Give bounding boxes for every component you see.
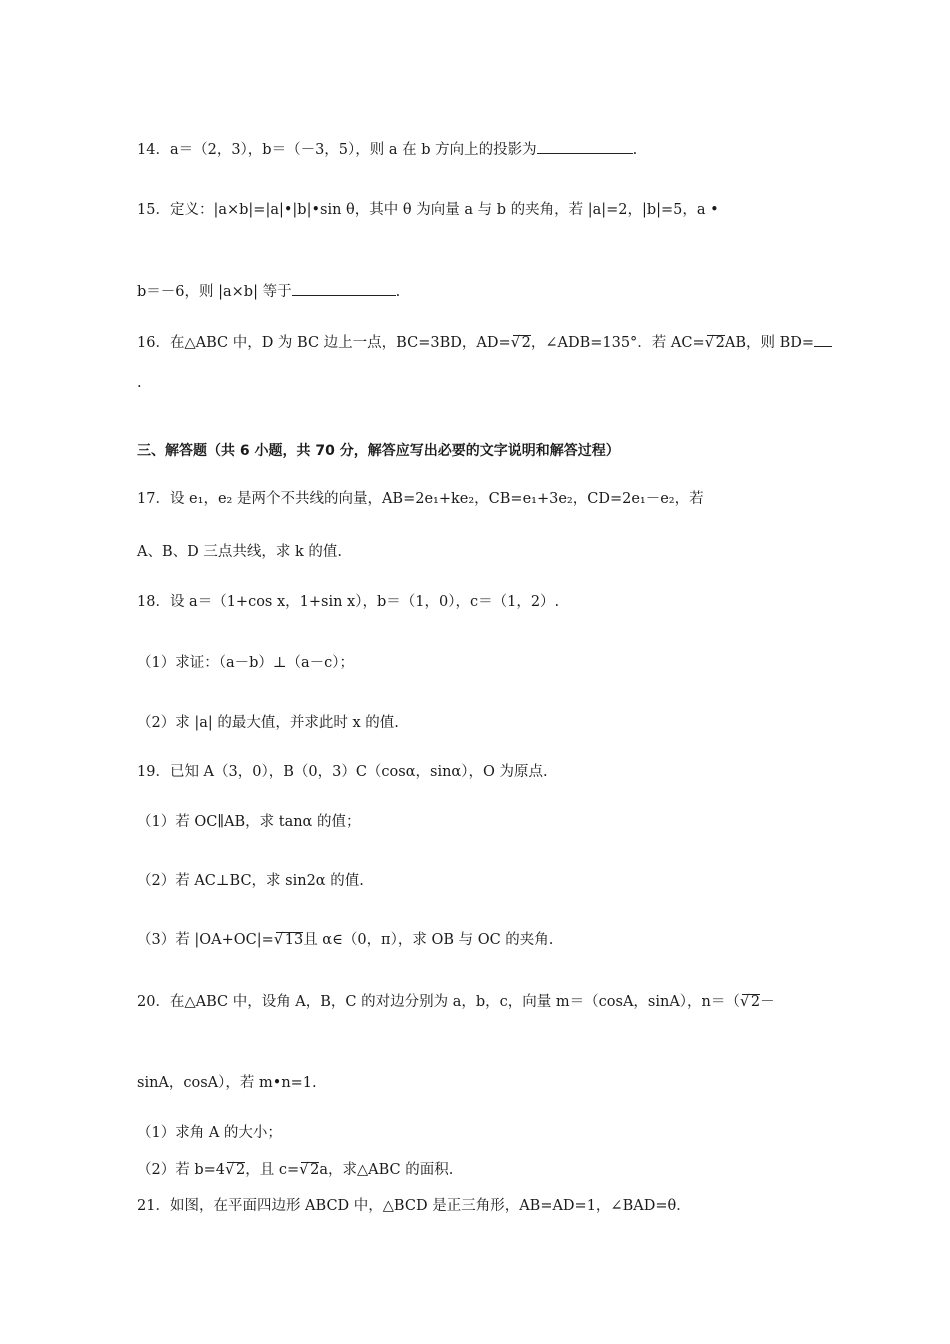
question-19-part2: （2）若 AC⊥BC，求 sin2α 的值. — [137, 873, 364, 889]
sqrt-2: √ 2 — [227, 1162, 245, 1179]
question-16: 16．在△ABC 中，D 为 BC 边上一点，BC=3BD，AD=√ 2，∠ADB=135°．若 AC=√ 2AB，则 BD= — [137, 335, 832, 352]
question-15-line2: b＝－6，则 |a×b| 等于 . — [137, 284, 401, 300]
sqrt-2: √ 2 — [707, 335, 725, 352]
question-20-part1: （1）求角 A 的大小； — [137, 1125, 282, 1141]
question-18-part2: （2）求 |a| 的最大值，并求此时 x 的值. — [137, 715, 399, 731]
question-18: 18．设 a＝（1+cos x，1+sin x），b＝（1，0），c＝（1，2）. — [137, 594, 560, 610]
question-14: 14．a＝（2，3），b＝（－3，5），则 a 在 b 方向上的投影为 . — [137, 142, 638, 158]
question-20-part2: （2）若 b=4√ 2，且 c=√ 2a，求△ABC 的面积. — [137, 1162, 453, 1179]
question-17-line2: A、B、D 三点共线，求 k 的值. — [137, 544, 342, 560]
question-20-line1: 20．在△ABC 中，设角 A，B，C 的对边分别为 a，b，c，向量 m＝（cosA，sinA），n＝（√ 2－ — [137, 994, 775, 1011]
sqrt-2: √ 2 — [742, 994, 760, 1011]
answer-blank-14[interactable] — [537, 151, 633, 154]
question-18-part1: （1）求证：（a－b）⊥（a－c）； — [137, 655, 355, 671]
question-19-part1: （1）若 OC∥AB，求 tanα 的值； — [137, 814, 361, 830]
question-19: 19．已知 A（3，0），B（0，3）C（cosα，sinα），O 为原点. — [137, 764, 548, 780]
answer-blank-16[interactable] — [814, 344, 832, 347]
sqrt-2: √ 2 — [301, 1162, 319, 1179]
question-17-line1: 17．设 e₁，e₂ 是两个不共线的向量，AB=2e₁+ke₂，CB=e₁+3e₂，CD=2e₁－e₂，若 — [137, 491, 704, 507]
question-19-part3: （3）若 |OA+OC|=√ 13且 α∈（0，π），求 OB 与 OC 的夹角. — [137, 932, 553, 949]
sqrt-13: √ 13 — [276, 932, 303, 949]
question-20-line2: sinA，cosA），若 m•n=1. — [137, 1075, 317, 1091]
sqrt-2: √ 2 — [513, 335, 531, 352]
question-16-end: . — [137, 375, 142, 391]
question-15-line1: 15．定义：|a×b|=|a|•|b|•sin θ，其中 θ 为向量 a 与 b 的夹角，若 |a|=2，|b|=5，a • — [137, 202, 719, 218]
answer-blank-15[interactable] — [292, 293, 396, 296]
section-3-heading: 三、解答题（共 6 小题，共 70 分，解答应写出必要的文字说明和解答过程） — [137, 443, 620, 459]
question-21: 21．如图，在平面四边形 ABCD 中，△BCD 是正三角形，AB=AD=1，∠BAD=θ． — [137, 1198, 691, 1214]
